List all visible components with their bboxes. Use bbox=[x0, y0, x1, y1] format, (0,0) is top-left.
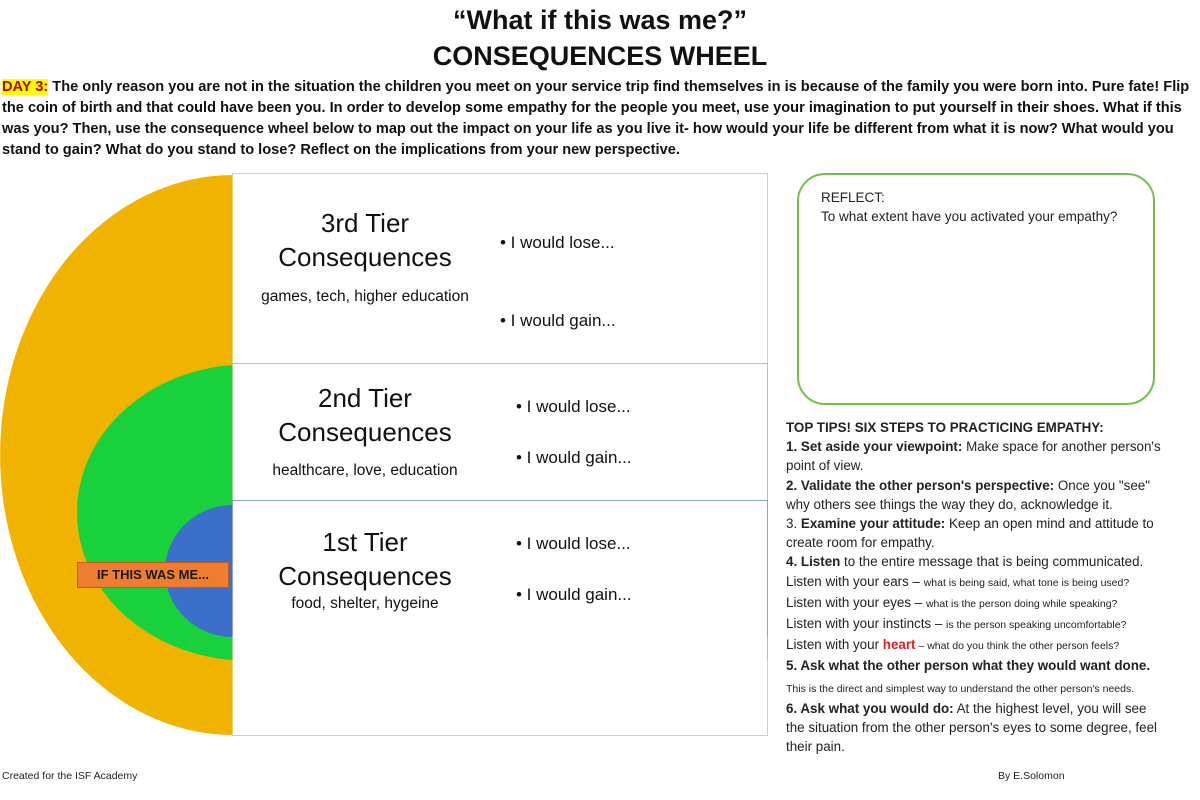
empathy-tips bbox=[786, 418, 1166, 756]
tier-lower-strip bbox=[232, 637, 768, 660]
page-subtitle: CONSEQUENCES WHEEL bbox=[432, 41, 768, 71]
tier2-examples: healthcare, love, education bbox=[272, 462, 458, 479]
tip-listen-eyes: Listen with your eyes – what is the person doing while speaking? bbox=[786, 594, 1118, 610]
tier1-lose: • I would lose... bbox=[516, 534, 631, 553]
tip-listen-ears: Listen with your ears – what is being said, what tone is being used? bbox=[786, 573, 1130, 589]
tip-listen-instincts: Listen with your instincts – is the person speaking uncomfortable? bbox=[786, 616, 1127, 632]
tier3-examples: games, tech, higher education bbox=[261, 288, 469, 305]
reflect-heading: REFLECT: bbox=[821, 190, 885, 205]
tier3-gain: • I would gain... bbox=[500, 311, 616, 330]
intro-paragraph bbox=[2, 77, 1194, 161]
reflect-question: To what extent have you activated your empathy? bbox=[821, 209, 1118, 224]
tip-step-1: 1. Set aside your viewpoint: Make space for another person's point of view. bbox=[786, 439, 1161, 474]
tier-bottom-strip bbox=[232, 659, 768, 736]
tip-step-2: 2. Validate the other person's perspective: Once you "see" why others see things the way they do, acknowledge it. bbox=[786, 477, 1150, 512]
tier2-title: 2nd Tier Consequences bbox=[278, 383, 452, 447]
footer-author: By E.Solomon bbox=[998, 770, 1065, 782]
day-label: DAY 3: bbox=[2, 79, 49, 95]
consequences-wheel bbox=[0, 170, 240, 740]
reflect-box bbox=[797, 173, 1155, 405]
intro-text: The only reason you are not in the situation the children you meet on your service trip find themselves in is because of the family you were born into. Pure fate! Flip the coin of birth and that could have been you. In order to develop some empathy for the people you meet, use your imagination to put yourself in their shoes. What if this was you? Then, use the consequence wheel below to map out the impact on your life as you live it- how would your life be different from what it is now? What would you stand to gain? What do you stand to lose? Reflect on the implications from your new perspective. bbox=[2, 79, 1190, 158]
tier1-gain: • I would gain... bbox=[516, 585, 632, 604]
tip-step-3: 3. Examine your attitude: Keep an open mind and attitude to create room for empathy. bbox=[786, 516, 1154, 551]
tier1-title: 1st Tier Consequences bbox=[278, 527, 452, 591]
footer-credit: Created for the ISF Academy bbox=[2, 770, 138, 782]
tip-step-5: 5. Ask what the other person what they would want done. This is the direct and simplest way to understand the other person's needs. bbox=[786, 658, 1151, 695]
tier3-title: 3rd Tier Consequences bbox=[278, 208, 452, 272]
tier3-lose: • I would lose... bbox=[500, 233, 615, 252]
tips-heading: TOP TIPS! SIX STEPS TO PRACTICING EMPATHY: bbox=[786, 420, 1104, 435]
tier1-examples: food, shelter, hygeine bbox=[291, 595, 439, 612]
tier2-gain: • I would gain... bbox=[516, 448, 632, 467]
if-this-was-me-label: IF THIS WAS ME... bbox=[77, 562, 229, 588]
tip-listen-heart: Listen with your heart – what do you think the other person feels? bbox=[786, 637, 1120, 653]
tier2-lose: • I would lose... bbox=[516, 397, 631, 416]
tip-step-6: 6. Ask what you would do: At the highest level, you will see the situation from the other person's eyes to some degree, feel their pain. bbox=[786, 700, 1158, 755]
page-title: “What if this was me?” bbox=[452, 5, 748, 35]
tip-step-4: 4. Listen to the entire message that is being communicated. bbox=[786, 554, 1144, 570]
